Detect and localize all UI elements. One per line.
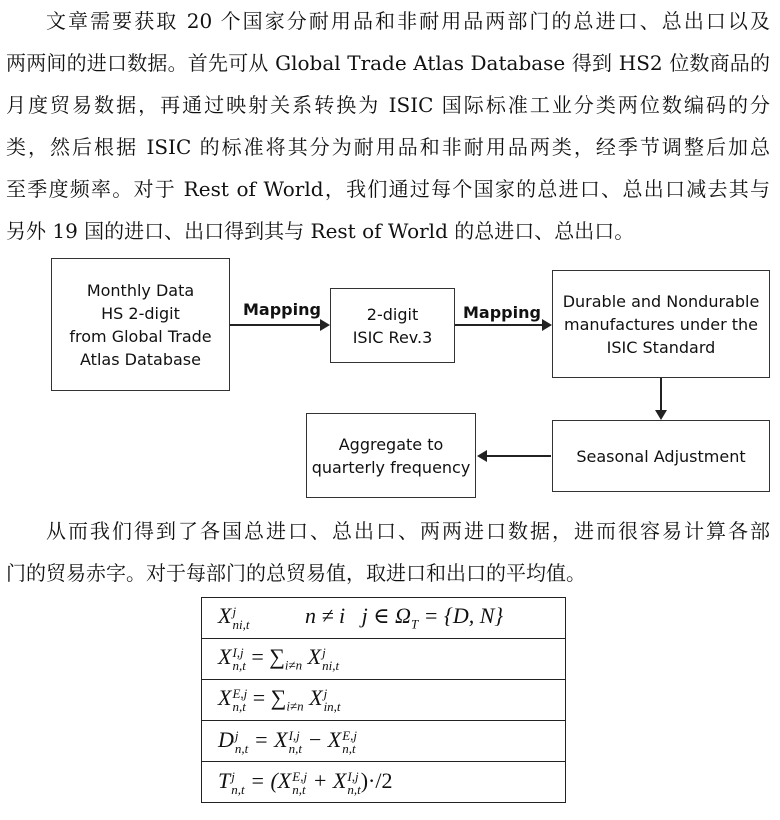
formula-row [202, 680, 566, 721]
formula-text: D [218, 727, 234, 753]
formula-text: T [218, 768, 231, 794]
formula-sup: E,j [342, 727, 358, 743]
formula-text: = X [248, 727, 288, 753]
formula-text: )·/2 [360, 768, 393, 794]
formula-sub: i≠n [284, 657, 303, 673]
box-text: manufactures under the [563, 314, 758, 334]
formula-row [202, 598, 566, 639]
formula-sup: I,j [347, 768, 359, 784]
text-line: 另外 19 国的进口、出口得到其与 Rest of World 的总进口、总出口。 [6, 219, 635, 243]
formula-text: X [218, 644, 232, 670]
formula-sub: n,t [231, 781, 245, 797]
box-isic [330, 288, 455, 363]
formula-sub: T [410, 616, 419, 632]
box-text: Aggregate to [338, 434, 444, 454]
box-text: HS 2-digit [101, 303, 180, 323]
box-seasonal [552, 420, 770, 492]
formula-sub: n,t [292, 781, 306, 797]
arrow-label: Mapping [463, 303, 541, 322]
formula-sub: n,t [232, 658, 246, 674]
formula-sub: n,t [234, 740, 249, 756]
formula-text: X [218, 603, 232, 629]
formula-sup: j [234, 727, 239, 743]
formula-sub: in,t [323, 699, 341, 715]
text-line: 从而我们得到了各国总进口、总出口、两两进口数据，进而很容易计算各部 [46, 519, 770, 543]
formula-row [202, 762, 566, 803]
formula-text: = ∑ [245, 644, 285, 670]
text-line: 两两间的进口数据。首先可从 Global Trade Atlas Database 得到 HS2 位数商品的 [6, 51, 770, 75]
formula-text: + X [307, 768, 347, 794]
formula-sub: i≠n [286, 698, 304, 714]
box-monthly-data [51, 258, 230, 391]
formula-text: X [218, 685, 232, 711]
formula-text: − X [301, 727, 342, 753]
formula-sup: I,j [288, 727, 300, 743]
box-text: ISIC Standard [606, 337, 716, 357]
formula-sub: n,t [347, 781, 361, 797]
box-text: from Global Trade [69, 326, 212, 346]
formula-sup: j [322, 645, 326, 661]
formula-sup: E,j [232, 686, 248, 702]
formula-text: = (X [244, 768, 292, 794]
formula-sup: I,j [232, 645, 244, 661]
text-line: 门的贸易赤字。对于每部门的总贸易值，取进口和出口的平均值。 [6, 561, 586, 585]
formula-text: = {D, N} [418, 603, 504, 629]
text-line: 文章需要获取 20 个国家分耐用品和非耐用品两部门的总进口、总出口以及 [46, 9, 770, 33]
box-durable [552, 270, 770, 378]
formula-sub: ni,t [322, 658, 340, 674]
formula-sup: E,j [292, 768, 308, 784]
arrow-head-icon [320, 319, 330, 331]
arrow [486, 455, 551, 457]
text-line: 月度贸易数据，再通过映射关系转换为 ISIC 国际标准工业分类两位数编码的分 [6, 93, 770, 117]
arrow-label: Mapping [243, 300, 321, 319]
formula-sup: j [232, 604, 237, 620]
formula-sub: n,t [342, 740, 356, 756]
box-text: Seasonal Adjustment [576, 446, 746, 466]
formula-sub: n,t [288, 740, 302, 756]
box-text: Monthly Data [86, 280, 195, 300]
arrow-head-icon [477, 450, 487, 462]
box-aggregate [306, 413, 476, 498]
formula-text: X [302, 644, 322, 670]
text-line: 类，然后根据 ISIC 的标准将其分为耐用品和非耐用品两类，经季节调整后加总 [6, 135, 770, 159]
formula-row [202, 639, 566, 680]
box-text: quarterly frequency [311, 457, 471, 477]
box-text: Atlas Database [80, 349, 201, 369]
formula-row [202, 721, 566, 762]
formula-sub: ni,t [232, 617, 250, 633]
box-text: ISIC Rev.3 [352, 327, 433, 347]
formula-sup: j [323, 686, 328, 702]
arrow [230, 324, 322, 326]
text-line: 至季度频率。对于 Rest of World，我们通过每个国家的总进口、总出口减去其与 [6, 177, 770, 201]
arrow [660, 378, 662, 412]
formula-sup: j [231, 768, 235, 784]
arrow-head-icon [542, 319, 552, 331]
formula-sub: n,t [232, 699, 246, 715]
formula-text: n ≠ i j ∈ Ω [304, 603, 411, 629]
formula-table [201, 597, 566, 803]
arrow [455, 324, 544, 326]
arrow-head-icon [655, 410, 667, 420]
formula-text: X [303, 685, 323, 711]
formula-text: = ∑ [247, 685, 287, 711]
box-text: 2-digit [366, 304, 419, 324]
box-text: Durable and Nondurable [562, 291, 760, 311]
